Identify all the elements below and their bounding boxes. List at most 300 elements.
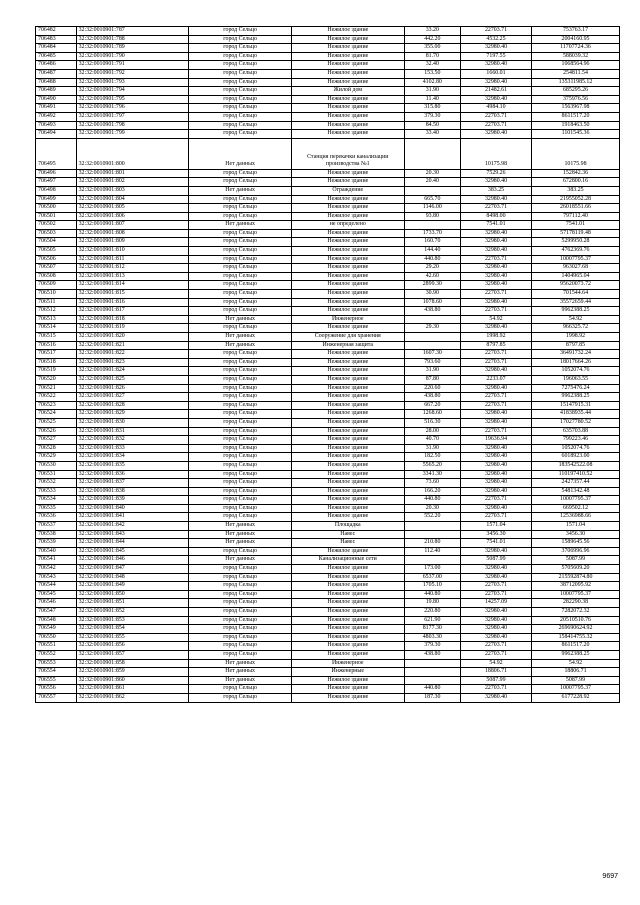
area-cell bbox=[404, 221, 460, 230]
cadastral-number-cell: 32:32:0010901:812 bbox=[76, 264, 189, 273]
row-number-cell: 706528 bbox=[36, 444, 77, 453]
area-cell: 31.90 bbox=[404, 444, 460, 453]
table-row bbox=[36, 112, 620, 121]
cadastral-value-cell: 753763.17 bbox=[532, 27, 620, 36]
location-cell: город Сельцо bbox=[189, 350, 292, 359]
location-cell: город Сельцо bbox=[189, 565, 292, 574]
row-number-cell: 706504 bbox=[36, 238, 77, 247]
row-number-cell: 706526 bbox=[36, 427, 77, 436]
cadastral-number-cell: 32:32:0010901:862 bbox=[76, 693, 189, 702]
table-row bbox=[36, 367, 620, 376]
object-type-cell: Нежилое здание bbox=[291, 44, 404, 53]
object-type-cell: Станция перекачки канализации производства №1 bbox=[291, 138, 404, 169]
area-cell: 32.40 bbox=[404, 61, 460, 70]
object-type-cell: Нежилое здание bbox=[291, 427, 404, 436]
table-row bbox=[36, 436, 620, 445]
cadastral-number-cell: 32:32:0010901:819 bbox=[76, 324, 189, 333]
location-cell: город Сельцо bbox=[189, 52, 292, 61]
unit-value-cell: 7541.01 bbox=[461, 221, 532, 230]
table-row bbox=[36, 212, 620, 221]
object-type-cell: Нежилое здание bbox=[291, 324, 404, 333]
cadastral-value-cell: 1068564.96 bbox=[532, 61, 620, 70]
location-cell: город Сельцо bbox=[189, 178, 292, 187]
area-cell: 4102.80 bbox=[404, 78, 460, 87]
location-cell: Нет данных bbox=[189, 556, 292, 565]
table-row bbox=[36, 547, 620, 556]
cadastral-value-cell: 7541.01 bbox=[532, 221, 620, 230]
unit-value-cell: 14257.09 bbox=[461, 599, 532, 608]
cadastral-value-cell: 1563967.98 bbox=[532, 104, 620, 113]
object-type-cell: Нежилое здание bbox=[291, 436, 404, 445]
row-number-cell: 706506 bbox=[36, 255, 77, 264]
unit-value-cell: 32980.40 bbox=[461, 130, 532, 139]
area-cell: 220.80 bbox=[404, 608, 460, 617]
row-number-cell: 706512 bbox=[36, 307, 77, 316]
cadastral-number-cell: 32:32:0010901:842 bbox=[76, 522, 189, 531]
location-cell: город Сельцо bbox=[189, 229, 292, 238]
location-cell: город Сельцо bbox=[189, 470, 292, 479]
cadastral-number-cell: 32:32:0010901:823 bbox=[76, 358, 189, 367]
unit-value-cell: 32980.40 bbox=[461, 264, 532, 273]
unit-value-cell: 21482.61 bbox=[461, 87, 532, 96]
location-cell: Нет данных bbox=[189, 333, 292, 342]
cadastral-value-cell: 158414755.32 bbox=[532, 633, 620, 642]
table-row bbox=[36, 642, 620, 651]
location-cell: город Сельцо bbox=[189, 290, 292, 299]
cadastral-value-cell: 10175.98 bbox=[532, 138, 620, 169]
object-type-cell: Нежилое здание bbox=[291, 350, 404, 359]
table-row bbox=[36, 608, 620, 617]
row-number-cell: 706492 bbox=[36, 112, 77, 121]
object-type-cell: Нежилое здание bbox=[291, 410, 404, 419]
unit-value-cell: 32980.40 bbox=[461, 487, 532, 496]
unit-value-cell: 5087.99 bbox=[461, 556, 532, 565]
object-type-cell: Нежилое здание bbox=[291, 35, 404, 44]
cadastral-number-cell: 32:32:0010901:853 bbox=[76, 616, 189, 625]
unit-value-cell: 32980.40 bbox=[461, 504, 532, 513]
area-cell: 1607.30 bbox=[404, 350, 460, 359]
area-cell: 4803.30 bbox=[404, 633, 460, 642]
location-cell: город Сельцо bbox=[189, 444, 292, 453]
location-cell: город Сельцо bbox=[189, 496, 292, 505]
table-row bbox=[36, 676, 620, 685]
object-type-cell: Нежилое здание bbox=[291, 229, 404, 238]
location-cell: Нет данных bbox=[189, 530, 292, 539]
table-row bbox=[36, 333, 620, 342]
row-number-cell: 706505 bbox=[36, 247, 77, 256]
cadastral-value-cell: 41838935.44 bbox=[532, 410, 620, 419]
row-number-cell: 706527 bbox=[36, 436, 77, 445]
row-number-cell: 706537 bbox=[36, 522, 77, 531]
cadastral-number-cell: 32:32:0010901:795 bbox=[76, 95, 189, 104]
table-row bbox=[36, 633, 620, 642]
unit-value-cell: 54.92 bbox=[461, 659, 532, 668]
object-type-cell: Нежилое здание bbox=[291, 27, 404, 36]
row-number-cell: 706515 bbox=[36, 333, 77, 342]
row-number-cell: 706484 bbox=[36, 44, 77, 53]
row-number-cell: 706498 bbox=[36, 186, 77, 195]
area-cell bbox=[404, 659, 460, 668]
row-number-cell: 706487 bbox=[36, 69, 77, 78]
table-row bbox=[36, 384, 620, 393]
object-type-cell: Нежилое здание bbox=[291, 384, 404, 393]
cadastral-value-cell: 1052074.76 bbox=[532, 444, 620, 453]
cadastral-value-cell: 7275476.24 bbox=[532, 384, 620, 393]
location-cell: город Сельцо bbox=[189, 78, 292, 87]
area-cell: 355.00 bbox=[404, 44, 460, 53]
unit-value-cell: 22703.71 bbox=[461, 350, 532, 359]
object-type-cell: Нежилое здание bbox=[291, 247, 404, 256]
row-number-cell: 706545 bbox=[36, 590, 77, 599]
row-number-cell: 706552 bbox=[36, 650, 77, 659]
cadastral-value-cell: 1918463.50 bbox=[532, 121, 620, 130]
cadastral-value-cell: 5299950.28 bbox=[532, 238, 620, 247]
cadastral-value-cell: 1998.92 bbox=[532, 333, 620, 342]
table-row bbox=[36, 324, 620, 333]
cadastral-number-cell: 32:32:0010901:835 bbox=[76, 461, 189, 470]
location-cell: город Сельцо bbox=[189, 255, 292, 264]
unit-value-cell: 32980.40 bbox=[461, 367, 532, 376]
unit-value-cell: 4984.10 bbox=[461, 104, 532, 113]
row-number-cell: 706529 bbox=[36, 453, 77, 462]
object-type-cell: Нежилое здание bbox=[291, 625, 404, 634]
cadastral-value-cell: 3456.30 bbox=[532, 530, 620, 539]
area-cell: 40.70 bbox=[404, 436, 460, 445]
row-number-cell: 706543 bbox=[36, 573, 77, 582]
object-type-cell: Нежилое здание bbox=[291, 69, 404, 78]
cadastral-value-cell: 110197410.52 bbox=[532, 470, 620, 479]
row-number-cell: 706541 bbox=[36, 556, 77, 565]
area-cell bbox=[404, 341, 460, 350]
row-number-cell: 706489 bbox=[36, 87, 77, 96]
row-number-cell: 706557 bbox=[36, 693, 77, 702]
table-row bbox=[36, 427, 620, 436]
table-row bbox=[36, 78, 620, 87]
area-cell: 3341.30 bbox=[404, 470, 460, 479]
table-row bbox=[36, 87, 620, 96]
unit-value-cell: 54.92 bbox=[461, 315, 532, 324]
area-cell: 30.90 bbox=[404, 290, 460, 299]
location-cell: Нет данных bbox=[189, 138, 292, 169]
cadastral-number-cell: 32:32:0010901:829 bbox=[76, 410, 189, 419]
row-number-cell: 706488 bbox=[36, 78, 77, 87]
unit-value-cell: 22703.71 bbox=[461, 496, 532, 505]
row-number-cell: 706499 bbox=[36, 195, 77, 204]
row-number-cell: 706516 bbox=[36, 341, 77, 350]
cadastral-value-cell: 54.92 bbox=[532, 659, 620, 668]
table-row bbox=[36, 418, 620, 427]
object-type-cell: Нежилое здание bbox=[291, 264, 404, 273]
cadastral-number-cell: 32:32:0010901:852 bbox=[76, 608, 189, 617]
table-row bbox=[36, 401, 620, 410]
object-type-cell: Нежилое здание bbox=[291, 642, 404, 651]
cadastral-value-cell: 2004160.95 bbox=[532, 35, 620, 44]
unit-value-cell: 32980.40 bbox=[461, 324, 532, 333]
cadastral-number-cell: 32:32:0010901:849 bbox=[76, 582, 189, 591]
location-cell: Нет данных bbox=[189, 676, 292, 685]
row-number-cell: 706533 bbox=[36, 487, 77, 496]
table-row bbox=[36, 95, 620, 104]
table-row bbox=[36, 650, 620, 659]
table-row bbox=[36, 565, 620, 574]
area-cell: 552.20 bbox=[404, 513, 460, 522]
location-cell: город Сельцо bbox=[189, 642, 292, 651]
table-row bbox=[36, 61, 620, 70]
unit-value-cell: 22703.71 bbox=[461, 401, 532, 410]
cadastral-value-cell: 1101545.36 bbox=[532, 130, 620, 139]
unit-value-cell: 32980.40 bbox=[461, 547, 532, 556]
cadastral-value-cell: 1404965.04 bbox=[532, 272, 620, 281]
row-number-cell: 706530 bbox=[36, 461, 77, 470]
table-row bbox=[36, 350, 620, 359]
row-number-cell: 706539 bbox=[36, 539, 77, 548]
unit-value-cell: 32980.40 bbox=[461, 298, 532, 307]
area-cell: 73.60 bbox=[404, 479, 460, 488]
cadastral-value-cell: 7282072.32 bbox=[532, 608, 620, 617]
cadastral-value-cell: 254811.54 bbox=[532, 69, 620, 78]
unit-value-cell: 22703.71 bbox=[461, 427, 532, 436]
cadastral-number-cell: 32:32:0010901:813 bbox=[76, 272, 189, 281]
cadastral-number-cell: 32:32:0010901:825 bbox=[76, 375, 189, 384]
unit-value-cell: 22703.71 bbox=[461, 642, 532, 651]
row-number-cell: 706508 bbox=[36, 272, 77, 281]
cadastral-number-cell: 32:32:0010901:859 bbox=[76, 668, 189, 677]
cadastral-number-cell: 32:32:0010901:848 bbox=[76, 573, 189, 582]
cadastral-number-cell: 32:32:0010901:791 bbox=[76, 61, 189, 70]
table-row bbox=[36, 461, 620, 470]
unit-value-cell: 22703.71 bbox=[461, 121, 532, 130]
unit-value-cell: 32980.40 bbox=[461, 272, 532, 281]
row-number-cell: 706538 bbox=[36, 530, 77, 539]
cadastral-value-cell: 797112.40 bbox=[532, 212, 620, 221]
cadastral-number-cell: 32:32:0010901:792 bbox=[76, 69, 189, 78]
area-cell: 28.00 bbox=[404, 427, 460, 436]
area-cell: 438.80 bbox=[404, 307, 460, 316]
unit-value-cell: 32980.40 bbox=[461, 78, 532, 87]
object-type-cell: Нежилое здание bbox=[291, 130, 404, 139]
cadastral-value-cell: 4762369.76 bbox=[532, 247, 620, 256]
location-cell: город Сельцо bbox=[189, 453, 292, 462]
area-cell: 19.80 bbox=[404, 599, 460, 608]
cadastral-number-cell: 32:32:0010901:806 bbox=[76, 212, 189, 221]
area-cell: 42.60 bbox=[404, 272, 460, 281]
unit-value-cell: 10175.98 bbox=[461, 138, 532, 169]
area-cell bbox=[404, 668, 460, 677]
object-type-cell: Площадка bbox=[291, 522, 404, 531]
object-type-cell: Нежилое здание bbox=[291, 479, 404, 488]
cadastral-value-cell: 9962388.25 bbox=[532, 307, 620, 316]
unit-value-cell: 32980.40 bbox=[461, 247, 532, 256]
cadastral-number-cell: 32:32:0010901:815 bbox=[76, 290, 189, 299]
cadastral-number-cell: 32:32:0010901:860 bbox=[76, 676, 189, 685]
table-row bbox=[36, 393, 620, 402]
table-row bbox=[36, 375, 620, 384]
object-type-cell: Нежилое здание bbox=[291, 693, 404, 702]
row-number-cell: 706551 bbox=[36, 642, 77, 651]
object-type-cell: Нежилое здание bbox=[291, 487, 404, 496]
table-row bbox=[36, 616, 620, 625]
area-cell bbox=[404, 556, 460, 565]
object-type-cell: Канализационные сети bbox=[291, 556, 404, 565]
row-number-cell: 706523 bbox=[36, 401, 77, 410]
object-type-cell: Нежилое здание bbox=[291, 444, 404, 453]
location-cell: город Сельцо bbox=[189, 375, 292, 384]
area-cell: 1268.60 bbox=[404, 410, 460, 419]
cadastral-value-cell: 282290.38 bbox=[532, 599, 620, 608]
cadastral-number-cell: 32:32:0010901:833 bbox=[76, 444, 189, 453]
cadastral-value-cell: 38712095.92 bbox=[532, 582, 620, 591]
cadastral-number-cell: 32:32:0010901:810 bbox=[76, 247, 189, 256]
cadastral-number-cell: 32:32:0010901:809 bbox=[76, 238, 189, 247]
table-row bbox=[36, 121, 620, 130]
unit-value-cell: 7529.26 bbox=[461, 169, 532, 178]
cadastral-number-cell: 32:32:0010901:798 bbox=[76, 121, 189, 130]
table-row bbox=[36, 272, 620, 281]
row-number-cell: 706491 bbox=[36, 104, 77, 113]
cadastral-number-cell: 32:32:0010901:843 bbox=[76, 530, 189, 539]
cadastral-value-cell: 152842.36 bbox=[532, 169, 620, 178]
location-cell: Нет данных bbox=[189, 539, 292, 548]
unit-value-cell: 32980.40 bbox=[461, 410, 532, 419]
location-cell: город Сельцо bbox=[189, 582, 292, 591]
cadastral-number-cell: 32:32:0010901:800 bbox=[76, 138, 189, 169]
cadastral-value-cell: 135311985.12 bbox=[532, 78, 620, 87]
area-cell: 20.30 bbox=[404, 169, 460, 178]
object-type-cell: Нежилое здание bbox=[291, 290, 404, 299]
cadastral-number-cell: 32:32:0010901:854 bbox=[76, 625, 189, 634]
object-type-cell: Навес bbox=[291, 539, 404, 548]
area-cell: 8177.30 bbox=[404, 625, 460, 634]
table-row bbox=[36, 410, 620, 419]
unit-value-cell: 7197.55 bbox=[461, 52, 532, 61]
location-cell: город Сельцо bbox=[189, 69, 292, 78]
cadastral-value-cell: 9962388.25 bbox=[532, 650, 620, 659]
location-cell: город Сельцо bbox=[189, 35, 292, 44]
row-number-cell: 706555 bbox=[36, 676, 77, 685]
object-type-cell: Инженерные bbox=[291, 668, 404, 677]
location-cell: город Сельцо bbox=[189, 324, 292, 333]
row-number-cell: 706532 bbox=[36, 479, 77, 488]
row-number-cell: 706500 bbox=[36, 204, 77, 213]
cadastral-value-cell: 6018923.00 bbox=[532, 453, 620, 462]
table-row bbox=[36, 138, 620, 169]
cadastral-value-cell: 11707724.36 bbox=[532, 44, 620, 53]
row-number-cell: 706547 bbox=[36, 608, 77, 617]
unit-value-cell: 3456.30 bbox=[461, 530, 532, 539]
table-row bbox=[36, 290, 620, 299]
location-cell: Нет данных bbox=[189, 659, 292, 668]
area-cell bbox=[404, 186, 460, 195]
object-type-cell: Инженерная защита bbox=[291, 341, 404, 350]
cadastral-number-cell: 32:32:0010901:840 bbox=[76, 504, 189, 513]
area-cell: 87.80 bbox=[404, 375, 460, 384]
cadastral-number-cell: 32:32:0010901:855 bbox=[76, 633, 189, 642]
object-type-cell: Нежилое здание bbox=[291, 375, 404, 384]
location-cell: город Сельцо bbox=[189, 272, 292, 281]
location-cell: город Сельцо bbox=[189, 384, 292, 393]
location-cell: город Сельцо bbox=[189, 410, 292, 419]
table-row bbox=[36, 556, 620, 565]
cadastral-value-cell: 5481342.48 bbox=[532, 487, 620, 496]
unit-value-cell: 32980.40 bbox=[461, 95, 532, 104]
cadastral-value-cell: 6177228.92 bbox=[532, 693, 620, 702]
unit-value-cell: 2233.07 bbox=[461, 375, 532, 384]
location-cell: город Сельцо bbox=[189, 358, 292, 367]
table-row bbox=[36, 130, 620, 139]
location-cell: город Сельцо bbox=[189, 130, 292, 139]
row-number-cell: 706554 bbox=[36, 668, 77, 677]
cadastral-value-cell: 701544.64 bbox=[532, 290, 620, 299]
table-row bbox=[36, 27, 620, 36]
cadastral-value-cell: 1571.04 bbox=[532, 522, 620, 531]
unit-value-cell: 22703.71 bbox=[461, 204, 532, 213]
row-number-cell: 706548 bbox=[36, 616, 77, 625]
table-row bbox=[36, 668, 620, 677]
area-cell: 665.70 bbox=[404, 195, 460, 204]
table-row bbox=[36, 599, 620, 608]
table-row bbox=[36, 281, 620, 290]
row-number-cell: 706531 bbox=[36, 470, 77, 479]
cadastral-number-cell: 32:32:0010901:797 bbox=[76, 112, 189, 121]
object-type-cell: Ограждение bbox=[291, 186, 404, 195]
row-number-cell: 706556 bbox=[36, 685, 77, 694]
row-number-cell: 706517 bbox=[36, 350, 77, 359]
unit-value-cell: 32980.40 bbox=[461, 693, 532, 702]
cadastral-number-cell: 32:32:0010901:824 bbox=[76, 367, 189, 376]
object-type-cell: Нежилое здание bbox=[291, 255, 404, 264]
table-row bbox=[36, 539, 620, 548]
cadastral-value-cell: 963027.68 bbox=[532, 264, 620, 273]
table-row bbox=[36, 35, 620, 44]
location-cell: город Сельцо bbox=[189, 401, 292, 410]
row-number-cell: 706483 bbox=[36, 35, 77, 44]
cadastral-number-cell: 32:32:0010901:814 bbox=[76, 281, 189, 290]
cadastral-value-cell: 1589645.56 bbox=[532, 539, 620, 548]
table-row bbox=[36, 625, 620, 634]
area-cell: 153.50 bbox=[404, 69, 460, 78]
unit-value-cell: 32980.40 bbox=[461, 384, 532, 393]
location-cell: город Сельцо bbox=[189, 427, 292, 436]
row-number-cell: 706546 bbox=[36, 599, 77, 608]
table-row bbox=[36, 204, 620, 213]
object-type-cell: Нежилое здание bbox=[291, 238, 404, 247]
area-cell: 84.50 bbox=[404, 121, 460, 130]
unit-value-cell: 32980.40 bbox=[461, 616, 532, 625]
location-cell: город Сельцо bbox=[189, 367, 292, 376]
cadastral-number-cell: 32:32:0010901:816 bbox=[76, 298, 189, 307]
object-type-cell: Нежилое здание bbox=[291, 590, 404, 599]
cadastral-number-cell: 32:32:0010901:790 bbox=[76, 52, 189, 61]
object-type-cell: Нежилое здание bbox=[291, 453, 404, 462]
cadastral-number-cell: 32:32:0010901:838 bbox=[76, 487, 189, 496]
unit-value-cell: 32980.40 bbox=[461, 178, 532, 187]
cadastral-number-cell: 32:32:0010901:808 bbox=[76, 229, 189, 238]
location-cell: город Сельцо bbox=[189, 616, 292, 625]
unit-value-cell: 8498.00 bbox=[461, 212, 532, 221]
location-cell: город Сельцо bbox=[189, 393, 292, 402]
cadastral-value-cell: 15147915.31 bbox=[532, 401, 620, 410]
row-number-cell: 706519 bbox=[36, 367, 77, 376]
cadastral-number-cell: 32:32:0010901:861 bbox=[76, 685, 189, 694]
cadastral-number-cell: 32:32:0010901:793 bbox=[76, 78, 189, 87]
row-number-cell: 706535 bbox=[36, 504, 77, 513]
object-type-cell: Жилой дом bbox=[291, 87, 404, 96]
cadastral-value-cell: 20510510.76 bbox=[532, 616, 620, 625]
row-number-cell: 706485 bbox=[36, 52, 77, 61]
cadastral-value-cell: 18017664.26 bbox=[532, 358, 620, 367]
location-cell: город Сельцо bbox=[189, 264, 292, 273]
cadastral-number-cell: 32:32:0010901:846 bbox=[76, 556, 189, 565]
